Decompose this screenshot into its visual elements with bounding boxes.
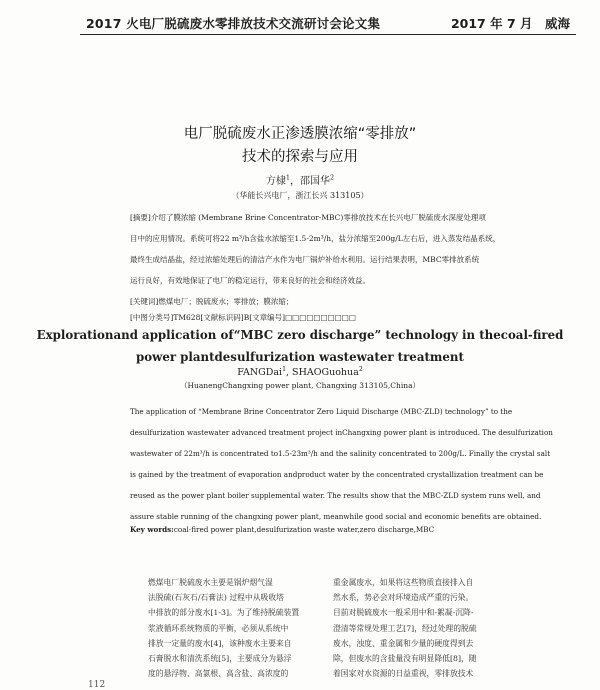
body-line: 然水系，势必会对环境造成严重的污染。 bbox=[333, 593, 474, 603]
abstract-cn-line: 运行良好，有效地保证了电厂的稳定运行，带来良好的社会和经济效益。 bbox=[130, 276, 370, 285]
abstract-en bbox=[130, 401, 553, 527]
abstract-en-line: wastewater of 22m³/h is concentrated to1.5-23m³/h and the salinity concentrated to 200g/L. Finally the crystal salt bbox=[130, 449, 551, 458]
body-column-left bbox=[148, 575, 324, 681]
abstract-cn-line: [摘要]介绍了膜浓缩 (Membrane Brine Concentrator-MBC)零排放技术在长兴电厂脱硫废水深度处理项 bbox=[130, 213, 486, 222]
body-line: 目前对脱硫废水一般采用中和-絮凝-沉降- bbox=[333, 608, 474, 618]
body-line: 中排放的部分废水[1-3]。为了维持脱硫装置 bbox=[148, 608, 300, 618]
body-column-right bbox=[333, 575, 509, 681]
title-en-line1: Explorationand application of“MBC zero discharge” technology in thecoal-fired bbox=[36, 328, 564, 342]
author-en-1-sup: 1 bbox=[282, 366, 287, 373]
body-line: 浆液循环系统物质的平衡，必须从系统中 bbox=[148, 623, 289, 633]
affiliation-en: （HuanengChangxing power plant, Changxing 313105,China） bbox=[179, 381, 421, 390]
body-line: 澄清等常规处理工艺[7]，经过处理的脱硫 bbox=[333, 623, 477, 633]
author-cn-1: 方棣 bbox=[265, 176, 286, 187]
keywords-en-label: Key words: bbox=[130, 525, 174, 534]
running-header bbox=[0, 10, 600, 34]
author-en-2-sup: 2 bbox=[358, 366, 363, 373]
page-number: 112 bbox=[88, 680, 106, 690]
author-en-1: FANGDai bbox=[237, 367, 283, 379]
title-cn-line2: 技术的探索与应用 bbox=[242, 149, 358, 165]
abstract-cn-line: 最终生成结晶盐，经过浓缩处理后的清洁产水作为电厂锅炉补给水利用。运行结果表明，MBC零排放系统 bbox=[130, 255, 480, 264]
author-cn-1-sup: 1 bbox=[285, 173, 290, 182]
affiliation-cn: （华能长兴电厂，浙江长兴 313105） bbox=[231, 191, 369, 200]
body-line: 排放一定量的废水[4]，该种废水主要来自 bbox=[148, 638, 292, 648]
abstract-en-line: assure stable running of the changxing power plant, meanwhile good social and economic benefits are obtained. bbox=[130, 512, 542, 521]
body-line: 重金属废水，如果将这些物质直接排入自 bbox=[333, 578, 474, 587]
abstract-en-line: reused as the power plant boiler supplemental water. The results show that the MBC-ZLD system runs well, and bbox=[130, 491, 541, 500]
abstract-cn-line: 目中的应用情况。系统可将22 m³/h含盐水浓缩至1.5-2m³/h，盐分浓缩至200g/L左右后，进入蒸发结晶系统， bbox=[130, 234, 501, 243]
body-line: 度的悬浮物、高氯根、高含盐、高浓度的 bbox=[148, 669, 289, 679]
author-cn-2: ，邵国华 bbox=[290, 176, 330, 187]
abstract-en-line: The application of “Membrane Brine Concentrator Zero Liquid Discharge (MBC-ZLD) technology” to the bbox=[130, 407, 513, 416]
body-line: 除，但废水的含盐量没有明显降低[8]，随 bbox=[333, 654, 477, 664]
body-line: 石膏脱水和清洗系统[5]，主要成分为悬浮 bbox=[148, 654, 292, 664]
authors-en bbox=[0, 366, 600, 378]
authors-cn bbox=[0, 172, 600, 187]
classification-cn: [中图分类号]TM628[文献标识码]B[文章编号]□□□□□□□□□□ bbox=[130, 313, 356, 322]
header-left: 2017 火电厂脱硫废水零排放技术交流研讨会论文集 bbox=[86, 16, 381, 31]
author-en-2: , SHAOGuohua bbox=[286, 367, 359, 379]
abstract-cn bbox=[130, 207, 530, 333]
title-en-line2: power plantdesulfurization wastewater treatment bbox=[136, 350, 464, 364]
title-cn-line1: 电厂脱硫废水正渗透膜浓缩“零排放” bbox=[183, 126, 417, 142]
header-rule bbox=[80, 34, 576, 35]
keywords-en-text: coal-fired power plant,desulfurization waste water,zero discharge,MBC bbox=[173, 525, 435, 534]
body-line: 着国家对水资源的日益重视，零排放技术 bbox=[333, 669, 474, 679]
abstract-en-line: is gained by the treatment of evaporation andproduct water by the concentrated crystallization treatment can be bbox=[130, 470, 544, 479]
body-line: 法脱硫(石灰石/石膏法) 过程中从吸收塔 bbox=[148, 593, 284, 603]
abstract-en-line: desulfurization wastewater advanced treatment project inChangxing power plant is introduced. The desulfurization bbox=[130, 428, 553, 437]
body-line: 废水，浊度、重金属和少量的硬度得到去 bbox=[333, 638, 474, 648]
keywords-en bbox=[130, 524, 530, 536]
keywords-cn: [关键词]燃煤电厂；脱硫废水；零排放；膜浓缩； bbox=[130, 297, 294, 306]
body-line: 燃煤电厂脱硫废水主要是锅炉烟气湿 bbox=[148, 578, 273, 587]
author-cn-2-sup: 2 bbox=[330, 173, 335, 182]
header-right: 2017 年 7 月 威海 bbox=[450, 16, 570, 31]
